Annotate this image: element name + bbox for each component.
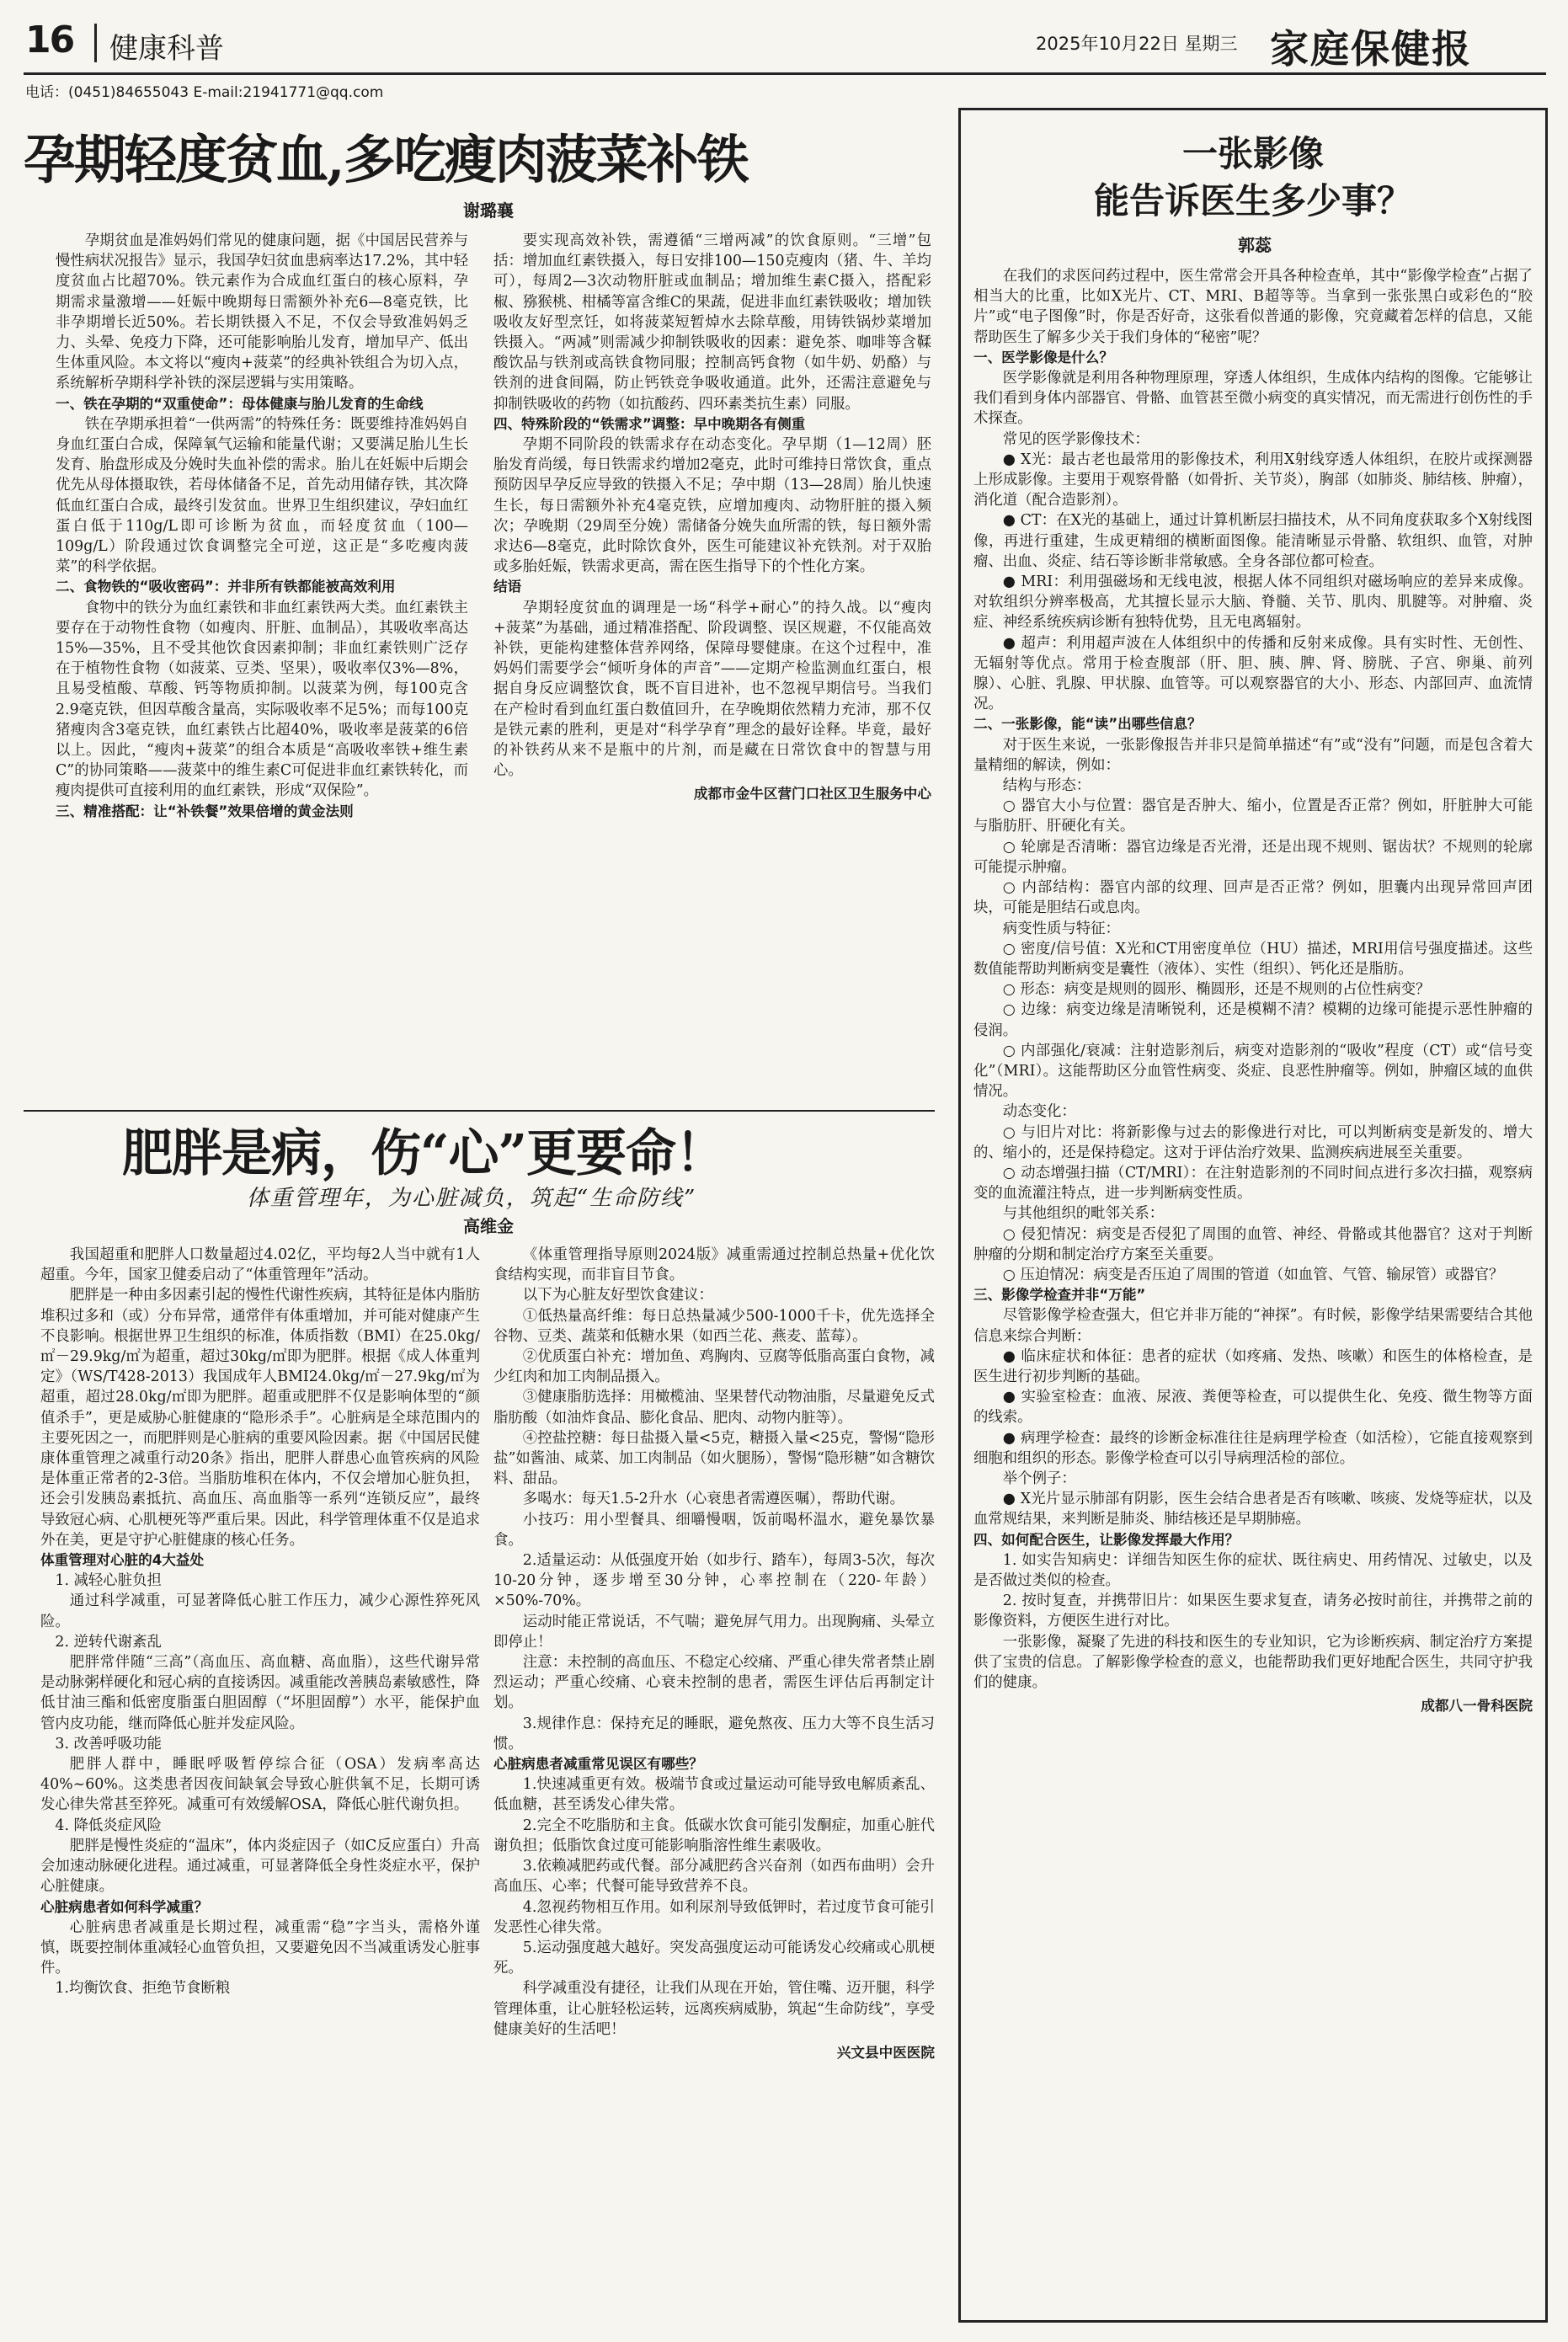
paragraph: ○ 密度/信号值：X光和CT用密度单位（HU）描述，MRI用信号强度描述。这些数值能帮助判断病变是囊性（液体）、实性（组织）、钙化还是脂肪。 (973, 940, 1533, 978)
section-heading: 一、铁在孕期的“双重使命”：母体健康与胎儿发育的生命线 (56, 395, 424, 412)
paragraph: 肥胖是一种由多因素引起的慢性代谢性疾病，其特征是体内脂肪堆积过多和（或）分布异常，通常伴有体重增加，并可能对健康产生不良影响。根据世界卫生组织的标准，体质指数（BMI）在25.0kg/㎡－29.9kg/㎡为超重，超过30kg/㎡即为肥胖。根据《成人体重判定》（WS/T428-2013）我国成年人BMI24.0kg/㎡－27.9kg/㎡为超重，超过28.0kg/㎡即为肥胖。超重或肥胖不仅是影响体型的“颜值杀手”，更是威胁心脏健康的“隐形杀手”。心脏病是全球范围内的主要死因之一，而肥胖则是心脏病的重要风险因素。据《中国居民健康体重管理之减重行动20条》指出，肥胖人群患心血管疾病的风险是体重正常者的2-3倍。当脂肪堆积在体内，不仅会增加心脏负担，还会引发胰岛素抵抗、高血压、高血脂等一系列“连锁反应”，最终导致冠心病、心肌梗死等严重后果。因此，科学管理体重不仅是追求外在美，更是守护心脏健康的核心任务。 (40, 1287, 480, 1549)
newspaper-name: 家庭保健报 (1270, 26, 1472, 72)
paragraph: 2.适量运动：从低强度开始（如步行、踏车），每周3-5次，每次10-20分钟，逐步增至30分钟，心率控制在（220-年龄）×50%-70%。 (493, 1552, 935, 1610)
section-heading: 一、医学影像是什么？ (973, 349, 1113, 365)
article3-title-line1: 一张影像 (1181, 133, 1324, 174)
paragraph: 常见的医学影像技术： (1002, 430, 1149, 448)
paragraph: ○ 与旧片对比：将新影像与过去的影像进行对比，可以判断病变是新发的、增大的、缩小的，还是保持稳定。这对于评估治疗效果、监测疾病进展至关重要。 (973, 1123, 1533, 1161)
paragraph: 肥胖人群中，睡眠呼吸暂停综合征（OSA）发病率高达40%~60%。这类患者因夜间缺氧会导致心脏供氧不足，长期可诱发心律失常甚至猝死。减重可有效缓解OSA，降低心脏代谢负担。 (40, 1756, 480, 1814)
issue-date: 2025年10月22日 星期三 (1036, 34, 1238, 54)
paragraph: 肥胖是慢性炎症的“温床”，体内炎症因子（如C反应蛋白）升高会加速动脉硬化进程。通过减重，可显著降低全身性炎症水平，保护心脏健康。 (40, 1837, 480, 1896)
paragraph: 1. 减轻心脏负担 (55, 1572, 162, 1590)
contact-info: 电话：(0451)84655043 E-mail:21941771@qq.com (25, 84, 384, 101)
paragraph: 3. 改善呼吸功能 (55, 1735, 162, 1752)
paragraph: ● X光片显示肺部有阴影，医生会结合患者是否有咳嗽、咳痰、发烧等症状，以及血常规结果，来判断是肺炎、肺结核还是早期肺癌。 (973, 1491, 1533, 1528)
paragraph: 病变性质与特征： (1002, 920, 1120, 937)
paragraph: 对于医生来说，一张影像报告并非只是简单描述“有”或“没有”问题，而是包含着大量精细的解读，例如： (973, 736, 1533, 774)
paragraph: ③健康脂肪选择：用橄榄油、坚果替代动物油脂，尽量避免反式脂肪酸（如油炸食品、膨化食品、肥肉、动物内脏等）。 (493, 1389, 935, 1427)
paragraph: 2.完全不吃脂肪和主食。低碳水饮食可能引发酮症，加重心脏代谢负担；低脂饮食过度可能影响脂溶性维生素吸收。 (493, 1817, 935, 1854)
article1-author: 谢璐襄 (463, 200, 514, 221)
paragraph: 多喝水：每天1.5-2升水（心衰患者需遵医嘱），帮助代谢。 (522, 1491, 905, 1508)
article2-subtitle: 体重管理年，为心脏减负，筑起“生命防线” (246, 1186, 697, 1211)
section-heading: 四、如何配合医生，让影像发挥最大作用？ (973, 1531, 1240, 1548)
paragraph: ④控盐控糖：每日盐摄入量<5克，糖摄入量<25克，警惕“隐形盐”如酱油、咸菜、加工肉制品（如火腿肠），警惕“隐形糖”如含糖饮料、甜品。 (493, 1429, 935, 1488)
article2-column-2 (493, 1245, 935, 2063)
paragraph: 1. 如实告知病史：详细告知医生你的症状、既往病史、用药情况、过敏史，以及是否做过类似的检查。 (973, 1551, 1533, 1589)
paragraph: ○ 压迫情况：病变是否压迫了周围的管道（如血管、气管、输尿管）或器官？ (1002, 1266, 1504, 1283)
paragraph: 4. 降低炎症风险 (55, 1817, 162, 1834)
byline-institution: 兴文县中医医院 (836, 2044, 935, 2061)
section-heading: 二、食物铁的“吸收密码”：并非所有铁都能被高效利用 (56, 579, 396, 595)
paragraph: ○ 形态：病变是规则的圆形、椭圆形，还是不规则的占位性病变？ (1002, 981, 1431, 999)
section-heading: 心脏病患者减重常见误区有哪些？ (493, 1756, 703, 1773)
header-rule (24, 72, 1546, 75)
page-number: 16 (25, 19, 74, 61)
paragraph: ○ 边缘：病变边缘是清晰锐利，还是模糊不清？模糊的边缘可能提示恶性肿瘤的侵润。 (973, 1001, 1533, 1039)
paragraph: 1.快速减重更有效。极端节食或过量运动可能导致电解质紊乱、低血糖，甚至诱发心律失常。 (493, 1776, 935, 1814)
article1-title: 孕期轻度贫血,多吃瘦肉菠菜补铁 (24, 129, 748, 190)
article1-column-2 (493, 231, 931, 805)
paragraph: 孕期不同阶段的铁需求存在动态变化。孕早期（1—12周）胚胎发育尚缓，每日铁需求约增加2毫克，此时可维持日常饮食，重点预防因早孕反应导致的铁摄入不足；孕中期（13—28周）胎儿快速生长，每日需额外补充4毫克铁，应增加瘦肉、动物肝脏的摄入频次；孕晚期（29周至分娩）需储备分娩失血所需的铁，每日额外需求达6—8毫克，此时除饮食外，医生可能建议补充铁剂。对于双胎或多胎妊娠，铁需求更高，需在医生指导下的个性化方案。 (493, 436, 931, 576)
section-heading: 心脏病患者如何科学减重？ (40, 1898, 209, 1915)
paragraph: ● MRI：利用强磁场和无线电波，根据人体不同组织对磁场响应的差异来成像。对软组织分辨率极高，尤其擅长显示大脑、脊髓、关节、肌肉、肌腱等。对肿瘤、炎症、神经系统疾病诊断有独特优势，且无电离辐射。 (973, 573, 1533, 632)
article3-body (973, 266, 1533, 1716)
paragraph: ○ 动态增强扫描（CT/MRI）：在注射造影剂的不同时间点进行多次扫描，观察病变的血流灌注特点，进一步判断病变性质。 (973, 1164, 1533, 1203)
paragraph: 心脏病患者减重是长期过程，减重需“稳”字当头，需格外谨慎，既要控制体重减轻心血管负担，又要避免因不当减重诱发心脏事件。 (40, 1918, 480, 1977)
paragraph: 与其他组织的毗邻关系： (1002, 1205, 1165, 1223)
paragraph: ● X光：最古老也最常用的影像技术，利用X射线穿透人体组织，在胶片或探测器上形成影像。主要用于观察骨骼（如骨折、关节炎），胸部（如肺炎、肺结核、肿瘤），消化道（配合造影剂）。 (973, 451, 1533, 509)
section-heading: 三、影像学检查并非“万能” (973, 1287, 1146, 1304)
paragraph: 食物中的铁分为血红素铁和非血红素铁两大类。血红素铁主要存在于动物性食物（如瘦肉、肝脏、血制品），其吸收率高达15%—35%，且不受其他饮食因素抑制；非血红素铁则广泛存在于植物性食物（如菠菜、豆类、坚果），吸收率仅3%—8%，且易受植酸、草酸、钙等物质抑制。以菠菜为例，每100克含2.9毫克铁，但因草酸含量高，实际吸收率不足5%；而每100克猪瘦肉含3毫克铁，血红素铁占比超40%，吸收率是菠菜的6倍以上。因此，“瘦肉+菠菜”的组合本质是“高吸收率铁+维生素C”的协同策略——菠菜中的维生素C可促进非血红素铁转化，而瘦肉提供可直接利用的血红素铁，形成“双保险”。 (56, 599, 468, 800)
paragraph: 5.运动强度越大越好。突发高强度运动可能诱发心绞痛或心肌梗死。 (493, 1939, 935, 1977)
article2-title: 肥胖是病，伤“心”更要命！ (122, 1124, 726, 1183)
article3-title-line2: 能告诉医生多少事？ (1093, 180, 1412, 221)
paragraph: 肥胖常伴随“三高”（高血压、高血糖、高血脂），这些代谢异常是动脉粥样硬化和冠心病的直接诱因。减重能改善胰岛素敏感性，降低甘油三酯和低密度脂蛋白胆固醇（“坏胆固醇”）水平，能保护血管内皮功能，继而降低心脏并发症风险。 (40, 1654, 480, 1732)
paragraph: 3.依赖减肥药或代餐。部分减肥药含兴奋剂（如西布曲明）会升高血压、心率；代餐可能导致营养不良。 (493, 1858, 935, 1896)
article-divider (24, 1110, 935, 1112)
paragraph: 动态变化： (1002, 1103, 1076, 1121)
paragraph: 铁在孕期承担着“一供两需”的特殊任务：既要维持准妈妈自身血红蛋白合成，保障氧气运输和能量代谢；又要满足胎儿生长发育、胎盘形成及分娩时失血补偿的需求。胎儿在妊娠中后期会优先从母体摄取铁，若母体储备不足，首先动用储存铁，其次降低血红蛋白合成，最终引发贫血。世界卫生组织建议，孕妇血红蛋白低于110g/L即可诊断为贫血，而轻度贫血（100—109g/L）阶段通过饮食调整完全可逆，这正是“多吃瘦肉菠菜”的科学依据。 (56, 415, 468, 576)
paragraph: 在我们的求医问药过程中，医生常常会开具各种检查单，其中“影像学检查”占据了相当大的比重，比如X光片、CT、MRI、B超等等。当拿到一张张黑白或彩色的“胶片”或“电子图像”时，你是否好奇，这张看似普通的影像，究竟藏着怎样的信息，又能帮助医生了解多少关于我们身体的“秘密”呢？ (973, 268, 1533, 346)
paragraph: 小技巧：用小型餐具、细嚼慢咽，饭前喝杯温水，避免暴饮暴食。 (493, 1511, 935, 1549)
paragraph: ● 超声：利用超声波在人体组织中的传播和反射来成像。具有实时性、无创性、无辐射等优点。常用于检查腹部（肝、胆、胰、脾、肾、膀胱、子宫、卵巢、前列腺）、心脏、乳腺、甲状腺、血管等。可以观察器官的大小、形态、内部回声、血流情况。 (973, 634, 1533, 713)
article1-column-1 (56, 231, 468, 822)
paragraph: 科学减重没有捷径，让我们从现在开始，管住嘴、迈开腿，科学管理体重，让心脏轻松运转，远离疾病威胁，筑起“生命防线”，享受健康美好的生活吧！ (493, 1980, 935, 2038)
paragraph: 《体重管理指导原则2024版》减重需通过控制总热量+优化饮食结构实现，而非盲目节食。 (493, 1246, 935, 1284)
paragraph: 4.忽视药物相互作用。如利尿剂导致低钾时，若过度节食可能引发恶性心律失常。 (493, 1898, 935, 1936)
header-divider (94, 24, 97, 62)
paragraph: 注意：未控制的高血压、不稳定心绞痛、严重心律失常者禁止剧烈运动；严重心绞痛、心衰未控制的患者，需医生评估后再制定计划。 (493, 1654, 935, 1712)
section-heading: 三、精准搭配：让“补铁餐”效果倍增的黄金法则 (56, 803, 354, 819)
article2-author: 高维金 (463, 1216, 514, 1236)
paragraph: 2. 按时复查，并携带旧片：如果医生要求复查，请务必按时前往，并携带之前的影像资料，方便医生进行对比。 (973, 1592, 1533, 1630)
paragraph: ● 病理学检查：最终的诊断金标准往往是病理学检查（如活检），它能直接观察到细胞和组织的形态。影像学检查可以引导病理活检的部位。 (973, 1429, 1533, 1467)
paragraph: 3.规律作息：保持充足的睡眠，避免熬夜、压力大等不良生活习惯。 (493, 1715, 935, 1752)
paragraph: 举个例子： (1002, 1470, 1076, 1487)
section-title: 健康科普 (109, 32, 224, 66)
paragraph: 孕期贫血是准妈妈们常见的健康问题，据《中国居民营养与慢性病状况报告》显示，我国孕妇贫血患病率达17.2%，其中轻度贫血占比超70%。铁元素作为合成血红蛋白的核心原料，孕期需求量激增——妊娠中晚期每日需额外补充6—8毫克铁，比非孕期增长近50%。若长期铁摄入不足，不仅会导致准妈妈乏力、头晕、免疫力下降，还可能影响胎儿发育，增加早产、低出生体重风险。本文将以“瘦肉+菠菜”的经典补铁组合为切入点，系统解析孕期科学补铁的深层逻辑与实用策略。 (56, 232, 469, 392)
paragraph: ○ 内部强化/衰减：注射造影剂后，病变对造影剂的“吸收”程度（CT）或“信号变化”（MRI）。这能帮助区分血管性病变、炎症、良恶性肿瘤等。例如，肿瘤区域的血供情况。 (973, 1042, 1533, 1101)
paragraph: 我国超重和肥胖人口数量超过4.02亿，平均每2人当中就有1人超重。今年，国家卫健委启动了“体重管理年”活动。 (40, 1246, 480, 1284)
paragraph: ②优质蛋白补充：增加鱼、鸡胸肉、豆腐等低脂高蛋白食物，减少红肉和加工肉制品摄入。 (493, 1348, 935, 1386)
paragraph: 以下为心脏友好型饮食建议： (522, 1287, 713, 1304)
section-heading: 二、一张影像，能“读”出哪些信息？ (973, 716, 1202, 733)
paragraph: ○ 侵犯情况：病变是否侵犯了周围的血管、神经、骨骼或其他器官？这对于判断肿瘤的分期和制定治疗方案至关重要。 (973, 1225, 1533, 1263)
paragraph: 2. 逆转代谢紊乱 (55, 1633, 162, 1651)
byline-institution: 成都八一骨科医院 (1421, 1698, 1533, 1715)
paragraph: 通过科学减重，可显著降低心脏工作压力，减少心源性猝死风险。 (40, 1592, 480, 1630)
paragraph: ①低热量高纤维：每日总热量减少500-1000千卡，优先选择全谷物、豆类、蔬菜和低糖水果（如西兰花、燕麦、蓝莓）。 (493, 1307, 935, 1345)
paragraph: 要实现高效补铁，需遵循“三增两减”的饮食原则。“三增”包括：增加血红素铁摄入，每日安排100—150克瘦肉（猪、牛、羊均可），每周2—3次动物肝脏或血制品；增加维生素C摄入，搭配彩椒、猕猴桃、柑橘等富含维C的果蔬，促进非血红素铁吸收；增加铁吸收友好型烹饪，如将菠菜短暂焯水去除草酸，用铸铁锅炒菜增加铁摄入。“两减”则需减少抑制铁吸收的因素：避免茶、咖啡等含鞣酸饮品与铁剂或高铁食物同服；控制高钙食物（如牛奶、奶酪）与铁剂的进食间隔，防止钙铁竞争吸收通道。此外，还需注意避免与抑制铁吸收的药物（如抗酸药、四环素类抗生素）同服。 (493, 232, 931, 413)
article2-column-1 (40, 1245, 480, 1999)
section-heading: 体重管理对心脏的4大益处 (40, 1552, 205, 1569)
paragraph: ● 实验室检查：血液、尿液、粪便等检查，可以提供生化、免疫、微生物等方面的线索。 (973, 1389, 1533, 1427)
paragraph: ○ 轮廓是否清晰：器官边缘是否光滑，还是出现不规则、锯齿状？不规则的轮廓可能提示肿瘤。 (973, 838, 1533, 876)
paragraph: 医学影像就是利用各种物理原理，穿透人体组织，生成体内结构的图像。它能够让我们看到身体内部器官、骨骼、血管甚至微小病变的真实情况，而无需进行创伤性的手术探查。 (973, 370, 1533, 428)
paragraph: 结构与形态： (1002, 777, 1091, 795)
paragraph: ○ 器官大小与位置：器官是否肿大、缩小，位置是否正常？例如，肝脏肿大可能与脂肪肝、肝硬化有关。 (973, 798, 1533, 835)
paragraph: ● 临床症状和体征：患者的症状（如疼痛、发热、咳嗽）和医生的体格检查，是医生进行初步判断的基础。 (973, 1347, 1533, 1385)
paragraph: 1.均衡饮食、拒绝节食断粮 (55, 1980, 231, 1998)
paragraph: 一张影像，凝聚了先进的科技和医生的专业知识，它为诊断疾病、制定治疗方案提供了宝贵的信息。了解影像学检查的意义，也能帮助我们更好地配合医生，共同守护我们的健康。 (973, 1633, 1533, 1692)
article3-author: 郭蕊 (1238, 235, 1272, 255)
paragraph: 运动时能正常说话，不气喘；避免屏气用力。出现胸痛、头晕立即停止！ (493, 1613, 935, 1651)
paragraph: 尽管影像学检查强大，但它并非万能的“神探”。有时候，影像学结果需要结合其他信息来综合判断： (973, 1307, 1533, 1345)
paragraph: ● CT：在X光的基础上，通过计算机断层扫描技术，从不同角度获取多个X射线图像，再进行重建，生成更精细的横断面图像。能清晰显示骨骼、软组织、血管，对肿瘤、出血、炎症、结石等诊断非常敏感。全身各部位都可检查。 (973, 512, 1533, 570)
byline-institution: 成都市金牛区营门口社区卫生服务中心 (693, 786, 931, 803)
paragraph: ○ 内部结构：器官内部的纹理、回声是否正常？例如，胆囊内出现异常回声团块，可能是胆结石或息肉。 (973, 879, 1533, 917)
paragraph: 孕期轻度贫血的调理是一场“科学+耐心”的持久战。以“瘦肉+菠菜”为基础，通过精准搭配、阶段调整、误区规避，不仅能高效补铁，更能构建整体营养网络，保障母婴健康。在这个过程中，准妈妈们需要学会“倾听身体的声音”——定期产检监测血红蛋白，根据自身反应调整饮食，既不盲目进补，也不忽视早期信号。当我们在产检时看到血红蛋白数值回升，在孕晚期依然精力充沛，那不仅是铁元素的胜利，更是对“科学孕育”理念的最好诠释。毕竟，最好的补铁药从来不是瓶中的片剂，而是藏在日常饮食中的智慧与用心。 (493, 599, 931, 780)
section-heading: 四、特殊阶段的“铁需求”调整：早中晚期各有侧重 (493, 415, 806, 432)
section-heading: 结语 (493, 579, 522, 595)
